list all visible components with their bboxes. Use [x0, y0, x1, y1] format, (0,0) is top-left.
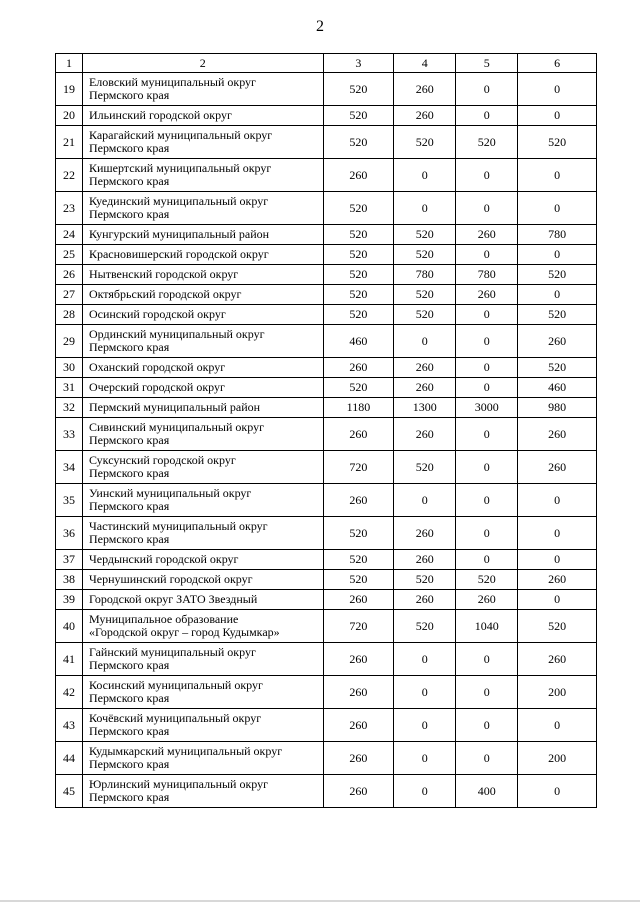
municipality-name-line: Ординский муниципальный округ [88, 327, 265, 341]
value-cell-col5: 3000 [456, 398, 518, 418]
value-cell-col5: 0 [456, 73, 518, 106]
municipality-name-line: Пермского края [88, 88, 170, 102]
value-cell-col4: 520 [394, 126, 456, 159]
row-number-cell: 36 [56, 517, 83, 550]
municipality-name-cell [82, 676, 323, 709]
municipality-name-cell [82, 775, 323, 808]
municipality-name-line: Городской округ ЗАТО Звездный [88, 592, 258, 606]
value-cell-col5: 260 [456, 590, 518, 610]
row-number-cell: 34 [56, 451, 83, 484]
value-cell-col4: 260 [394, 106, 456, 126]
value-cell-col5: 1040 [456, 610, 518, 643]
value-cell-col3: 520 [323, 265, 394, 285]
value-cell-col6: 0 [518, 192, 597, 225]
municipality-name-cell [82, 192, 323, 225]
value-cell-col3: 520 [323, 225, 394, 245]
table-row [56, 159, 597, 192]
row-number-cell: 29 [56, 325, 83, 358]
value-cell-col5: 0 [456, 358, 518, 378]
value-cell-col4: 520 [394, 245, 456, 265]
value-cell-col3: 260 [323, 159, 394, 192]
value-cell-col3: 260 [323, 742, 394, 775]
value-cell-col4: 260 [394, 517, 456, 550]
municipality-name-cell [82, 126, 323, 159]
municipality-name-cell [82, 590, 323, 610]
value-cell-col5: 0 [456, 517, 518, 550]
municipality-name-line: «Городской округ – город Кудымкар» [88, 625, 280, 639]
row-number-cell: 38 [56, 570, 83, 590]
table-row [56, 245, 597, 265]
value-cell-col3: 520 [323, 305, 394, 325]
table-row [56, 570, 597, 590]
value-cell-col3: 260 [323, 676, 394, 709]
value-cell-col5: 0 [456, 709, 518, 742]
value-cell-col4: 0 [394, 325, 456, 358]
value-cell-col6: 460 [518, 378, 597, 398]
value-cell-col4: 520 [394, 451, 456, 484]
municipality-name-line: Пермского края [88, 790, 170, 804]
value-cell-col5: 0 [456, 418, 518, 451]
value-cell-col5: 0 [456, 550, 518, 570]
table-row [56, 358, 597, 378]
value-cell-col5: 400 [456, 775, 518, 808]
municipality-name-line: Кочёвский муниципальный округ [88, 711, 262, 725]
row-number-cell: 24 [56, 225, 83, 245]
value-cell-col4: 260 [394, 358, 456, 378]
row-number-cell: 26 [56, 265, 83, 285]
column-header: 2 [82, 54, 323, 73]
municipality-name-line: Нытвенский городской округ [88, 267, 239, 281]
value-cell-col6: 0 [518, 484, 597, 517]
municipality-name-cell [82, 451, 323, 484]
row-number-cell: 44 [56, 742, 83, 775]
value-cell-col6: 200 [518, 742, 597, 775]
row-number-cell: 23 [56, 192, 83, 225]
municipality-name-cell [82, 550, 323, 570]
table-row [56, 126, 597, 159]
value-cell-col4: 260 [394, 590, 456, 610]
municipality-name-line: Красновишерский городской округ [88, 247, 269, 261]
column-header: 1 [56, 54, 83, 73]
value-cell-col5: 0 [456, 305, 518, 325]
table-row [56, 484, 597, 517]
header-row [56, 54, 597, 73]
value-cell-col5: 0 [456, 643, 518, 676]
scan-edge [0, 900, 640, 902]
municipality-name-line: Муниципальное образование [88, 612, 239, 626]
row-number-cell: 21 [56, 126, 83, 159]
row-number-cell: 42 [56, 676, 83, 709]
municipality-name-cell [82, 106, 323, 126]
municipality-name-line: Частинский муниципальный округ [88, 519, 268, 533]
table-body [56, 73, 597, 808]
table-row [56, 265, 597, 285]
value-cell-col4: 260 [394, 550, 456, 570]
value-cell-col6: 520 [518, 610, 597, 643]
value-cell-col4: 0 [394, 709, 456, 742]
column-header: 6 [518, 54, 597, 73]
municipality-name-line: Пермского края [88, 340, 170, 354]
value-cell-col3: 260 [323, 590, 394, 610]
value-cell-col5: 0 [456, 325, 518, 358]
value-cell-col3: 520 [323, 245, 394, 265]
page-number: 2 [316, 18, 324, 35]
municipality-name-cell [82, 378, 323, 398]
municipality-name-cell [82, 159, 323, 192]
municipality-name-line: Пермского края [88, 466, 170, 480]
value-cell-col6: 260 [518, 418, 597, 451]
municipality-name-line: Пермского края [88, 757, 170, 771]
value-cell-col3: 520 [323, 126, 394, 159]
municipality-name-line: Октябрьский городской округ [88, 287, 242, 301]
municipality-name-line: Ильинский городской округ [88, 108, 232, 122]
value-cell-col4: 1300 [394, 398, 456, 418]
municipality-name-line: Пермского края [88, 691, 170, 705]
municipality-name-line: Куединский муниципальный округ [88, 194, 269, 208]
value-cell-col5: 0 [456, 245, 518, 265]
value-cell-col6: 520 [518, 126, 597, 159]
table-row [56, 378, 597, 398]
municipality-name-cell [82, 742, 323, 775]
municipality-name-line: Пермского края [88, 499, 170, 513]
value-cell-col3: 1180 [323, 398, 394, 418]
value-cell-col6: 980 [518, 398, 597, 418]
row-number-cell: 19 [56, 73, 83, 106]
municipality-name-line: Пермского края [88, 658, 170, 672]
table-row [56, 225, 597, 245]
row-number-cell: 22 [56, 159, 83, 192]
value-cell-col3: 260 [323, 709, 394, 742]
value-cell-col5: 0 [456, 742, 518, 775]
municipality-name-cell [82, 265, 323, 285]
municipality-name-line: Пермского края [88, 141, 170, 155]
municipality-name-line: Чердынский городской округ [88, 552, 239, 566]
row-number-cell: 20 [56, 106, 83, 126]
row-number-cell: 41 [56, 643, 83, 676]
municipality-name-line: Пермского края [88, 174, 170, 188]
value-cell-col4: 0 [394, 742, 456, 775]
value-cell-col5: 0 [456, 192, 518, 225]
table-row [56, 451, 597, 484]
municipality-name-line: Еловский муниципальный округ [88, 75, 256, 89]
municipality-name-line: Карагайский муниципальный округ [88, 128, 273, 142]
value-cell-col4: 520 [394, 610, 456, 643]
column-header: 5 [456, 54, 518, 73]
municipality-name-cell [82, 245, 323, 265]
value-cell-col6: 0 [518, 73, 597, 106]
municipality-name-line: Пермского края [88, 433, 170, 447]
value-cell-col4: 260 [394, 73, 456, 106]
municipality-name-line: Оханский городской округ [88, 360, 226, 374]
value-cell-col5: 780 [456, 265, 518, 285]
value-cell-col3: 260 [323, 418, 394, 451]
value-cell-col6: 0 [518, 709, 597, 742]
value-cell-col4: 260 [394, 418, 456, 451]
municipality-name-cell [82, 225, 323, 245]
value-cell-col4: 520 [394, 225, 456, 245]
row-number-cell: 39 [56, 590, 83, 610]
value-cell-col5: 0 [456, 484, 518, 517]
value-cell-col5: 520 [456, 126, 518, 159]
value-cell-col6: 0 [518, 517, 597, 550]
municipality-name-line: Кудымкарский муниципальный округ [88, 744, 283, 758]
municipality-name-cell [82, 517, 323, 550]
value-cell-col6: 0 [518, 775, 597, 808]
municipality-name-cell [82, 484, 323, 517]
row-number-cell: 35 [56, 484, 83, 517]
municipality-name-line: Пермский муниципальный район [88, 400, 261, 414]
municipality-name-cell [82, 570, 323, 590]
table-row [56, 106, 597, 126]
value-cell-col3: 520 [323, 285, 394, 305]
municipality-name-cell [82, 305, 323, 325]
municipality-name-line: Очерский городской округ [88, 380, 225, 394]
value-cell-col3: 520 [323, 106, 394, 126]
municipality-name-line: Кишертский муниципальный округ [88, 161, 272, 175]
value-cell-col3: 720 [323, 451, 394, 484]
value-cell-col6: 0 [518, 245, 597, 265]
value-cell-col5: 0 [456, 451, 518, 484]
municipality-name-line: Уинский муниципальный округ [88, 486, 252, 500]
table-row [56, 550, 597, 570]
municipality-name-line: Сивинский муниципальный округ [88, 420, 264, 434]
row-number-cell: 37 [56, 550, 83, 570]
value-cell-col5: 0 [456, 378, 518, 398]
value-cell-col6: 200 [518, 676, 597, 709]
value-cell-col6: 0 [518, 285, 597, 305]
value-cell-col4: 0 [394, 775, 456, 808]
column-header: 4 [394, 54, 456, 73]
value-cell-col6: 260 [518, 451, 597, 484]
value-cell-col6: 520 [518, 305, 597, 325]
table-row [56, 742, 597, 775]
municipality-name-cell [82, 285, 323, 305]
value-cell-col4: 780 [394, 265, 456, 285]
value-cell-col5: 520 [456, 570, 518, 590]
row-number-cell: 40 [56, 610, 83, 643]
table-row [56, 610, 597, 643]
table-row [56, 192, 597, 225]
value-cell-col6: 260 [518, 325, 597, 358]
table-header [56, 54, 597, 73]
value-cell-col5: 260 [456, 285, 518, 305]
row-number-cell: 31 [56, 378, 83, 398]
value-cell-col6: 780 [518, 225, 597, 245]
column-header: 3 [323, 54, 394, 73]
row-number-cell: 33 [56, 418, 83, 451]
table-row [56, 676, 597, 709]
value-cell-col3: 520 [323, 517, 394, 550]
value-cell-col3: 460 [323, 325, 394, 358]
municipality-name-cell [82, 358, 323, 378]
row-number-cell: 28 [56, 305, 83, 325]
municipality-name-line: Гайнский муниципальный округ [88, 645, 256, 659]
value-cell-col6: 0 [518, 106, 597, 126]
value-cell-col3: 520 [323, 378, 394, 398]
municipality-name-line: Суксунский городской округ [88, 453, 236, 467]
municipality-name-cell [82, 418, 323, 451]
value-cell-col6: 520 [518, 358, 597, 378]
value-cell-col6: 260 [518, 570, 597, 590]
row-number-cell: 45 [56, 775, 83, 808]
table-row [56, 305, 597, 325]
value-cell-col4: 520 [394, 305, 456, 325]
municipality-name-cell [82, 709, 323, 742]
row-number-cell: 25 [56, 245, 83, 265]
table-row [56, 398, 597, 418]
allocation-table [55, 53, 597, 808]
value-cell-col3: 260 [323, 358, 394, 378]
value-cell-col3: 520 [323, 550, 394, 570]
value-cell-col4: 0 [394, 643, 456, 676]
municipality-name-cell [82, 325, 323, 358]
value-cell-col6: 0 [518, 550, 597, 570]
value-cell-col4: 0 [394, 192, 456, 225]
municipality-name-line: Косинский муниципальный округ [88, 678, 263, 692]
table-row [56, 775, 597, 808]
value-cell-col4: 0 [394, 676, 456, 709]
municipality-name-line: Пермского края [88, 207, 170, 221]
value-cell-col6: 520 [518, 265, 597, 285]
municipality-name-cell [82, 398, 323, 418]
value-cell-col3: 260 [323, 775, 394, 808]
municipality-name-cell [82, 610, 323, 643]
table-row [56, 73, 597, 106]
municipality-name-line: Осинский городской округ [88, 307, 226, 321]
row-number-cell: 27 [56, 285, 83, 305]
value-cell-col5: 0 [456, 106, 518, 126]
value-cell-col3: 520 [323, 73, 394, 106]
table-row [56, 590, 597, 610]
value-cell-col5: 0 [456, 159, 518, 192]
value-cell-col3: 520 [323, 192, 394, 225]
table-row [56, 517, 597, 550]
value-cell-col4: 520 [394, 570, 456, 590]
value-cell-col4: 260 [394, 378, 456, 398]
value-cell-col3: 520 [323, 570, 394, 590]
row-number-cell: 32 [56, 398, 83, 418]
table-row [56, 643, 597, 676]
municipality-name-line: Кунгурский муниципальный район [88, 227, 270, 241]
municipality-name-cell [82, 643, 323, 676]
value-cell-col6: 0 [518, 590, 597, 610]
row-number-cell: 43 [56, 709, 83, 742]
table-row [56, 709, 597, 742]
table-row [56, 418, 597, 451]
row-number-cell: 30 [56, 358, 83, 378]
value-cell-col3: 260 [323, 643, 394, 676]
value-cell-col6: 0 [518, 159, 597, 192]
value-cell-col4: 0 [394, 484, 456, 517]
value-cell-col4: 520 [394, 285, 456, 305]
value-cell-col3: 720 [323, 610, 394, 643]
municipality-name-line: Юрлинский муниципальный округ [88, 777, 269, 791]
value-cell-col5: 260 [456, 225, 518, 245]
value-cell-col4: 0 [394, 159, 456, 192]
municipality-name-line: Чернушинский городской округ [88, 572, 253, 586]
table-row [56, 325, 597, 358]
value-cell-col3: 260 [323, 484, 394, 517]
value-cell-col5: 0 [456, 676, 518, 709]
municipality-name-cell [82, 73, 323, 106]
municipality-name-line: Пермского края [88, 532, 170, 546]
municipality-name-line: Пермского края [88, 724, 170, 738]
value-cell-col6: 260 [518, 643, 597, 676]
table-row [56, 285, 597, 305]
